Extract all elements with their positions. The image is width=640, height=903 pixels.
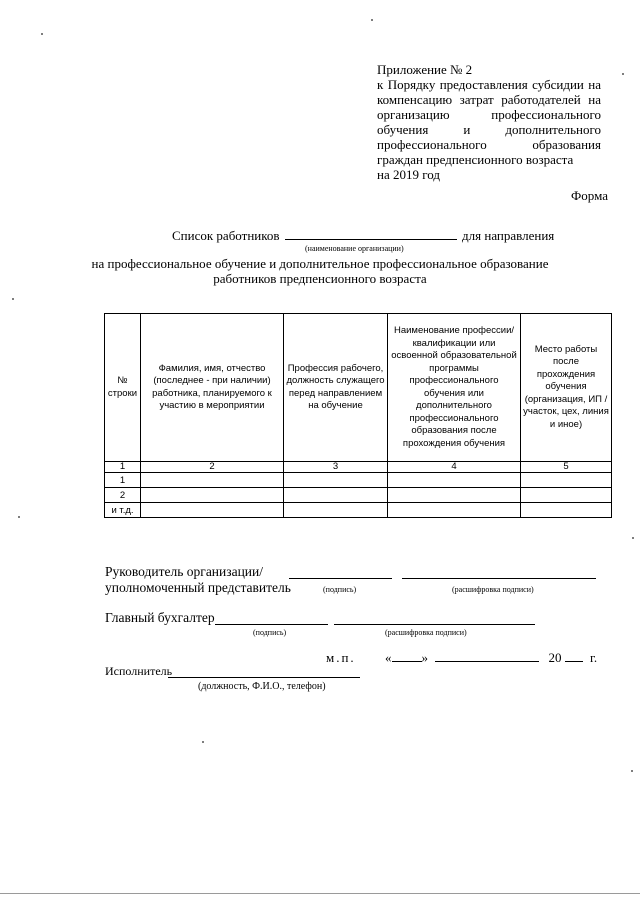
accountant-name-caption: (расшифровка подписи) — [385, 628, 467, 637]
appendix-title: Приложение № 2 — [377, 62, 473, 77]
accountant-signature-line[interactable] — [215, 624, 328, 625]
scan-bottom-edge — [0, 893, 640, 894]
scan-speck — [202, 741, 204, 743]
table-cell[interactable] — [388, 473, 521, 488]
header-profession-before: Профессия рабочего, должность служащего перед направлением на обучение — [284, 314, 388, 462]
table-cell[interactable] — [388, 488, 521, 503]
header-full-name: Фамилия, имя, отчество (последнее - при наличии) работника, планируемого к участию в мероприятии — [141, 314, 284, 462]
heading-line2: на профессиональное обучение и дополнительное профессиональное образование — [91, 256, 549, 271]
appendix-line: граждан предпенсионного возраста — [377, 152, 574, 167]
accountant-name-line[interactable] — [334, 624, 535, 625]
scan-speck — [41, 33, 43, 35]
table-header-row — [105, 314, 612, 462]
appendix-line: на 2019 год — [377, 167, 440, 182]
table-cell[interactable] — [141, 488, 284, 503]
table-row — [105, 503, 612, 518]
date-open-quote: « — [385, 650, 392, 665]
heading-suffix: для направления — [462, 228, 555, 243]
column-number: 1 — [105, 462, 141, 473]
date-month-blank[interactable] — [435, 651, 539, 662]
header-qualification-after: Наименование профессии/квалификации или освоенной образовательной программы профессионального обучения или дополнительного профессионального образования после прохождения обучения — [388, 314, 521, 462]
head-name-caption: (расшифровка подписи) — [452, 585, 534, 594]
executor-line[interactable] — [168, 677, 360, 678]
head-label-line1: Руководитель организации/ — [105, 564, 264, 579]
table-cell[interactable] — [141, 473, 284, 488]
heading-prefix: Список работников — [172, 228, 280, 243]
appendix-line: обучения и дополнительного — [377, 122, 601, 137]
scan-speck — [371, 19, 373, 21]
accountant-label: Главный бухгалтер — [105, 610, 215, 625]
appendix-line: организацию профессионального — [377, 107, 601, 122]
scan-speck — [632, 537, 634, 539]
table-cell[interactable] — [388, 503, 521, 518]
header-workplace-after: Место работы после прохождения обучения (организация, ИП / участок, цех, линия и иное) — [521, 314, 612, 462]
heading-line3: работников предпенсионного возраста — [213, 271, 427, 286]
heading-line1 — [172, 228, 554, 244]
column-number: 4 — [388, 462, 521, 473]
appendix-line: профессионального образования — [377, 137, 601, 152]
header-row-number: № строки — [105, 314, 141, 462]
head-label-line2: уполномоченный представитель — [105, 580, 291, 595]
table-cell[interactable] — [141, 503, 284, 518]
executor-caption: (должность, Ф.И.О., телефон) — [198, 681, 326, 692]
table-cell[interactable] — [521, 473, 612, 488]
scan-speck — [12, 298, 14, 300]
head-signature-line[interactable] — [289, 578, 392, 579]
row-number: 2 — [105, 488, 141, 503]
scan-speck — [18, 516, 20, 518]
table-row — [105, 473, 612, 488]
row-number: 1 — [105, 473, 141, 488]
executor-label: Исполнитель — [105, 664, 173, 678]
form-label: Форма — [571, 188, 608, 203]
row-number: и т.д. — [105, 503, 141, 518]
head-signature-caption: (подпись) — [323, 585, 357, 594]
table-cell[interactable] — [521, 488, 612, 503]
appendix-line: компенсацию затрат работодателей на — [377, 92, 601, 107]
stamp-place: м.п. — [326, 650, 356, 665]
scan-speck — [622, 73, 624, 75]
date-close-quote: » — [421, 650, 428, 665]
date-year-suffix: г. — [590, 650, 598, 665]
table-cell[interactable] — [284, 503, 388, 518]
date-field — [385, 650, 597, 666]
organization-name-caption: (наименование организации) — [305, 244, 404, 253]
table-cell[interactable] — [284, 473, 388, 488]
appendix-line: к Порядку предоставления субсидии на — [377, 77, 601, 92]
date-year-prefix: 20 — [548, 650, 562, 665]
date-day-blank[interactable] — [392, 651, 422, 662]
accountant-signature-caption: (подпись) — [253, 628, 287, 637]
head-name-line[interactable] — [402, 578, 596, 579]
table-row — [105, 488, 612, 503]
column-number: 2 — [141, 462, 284, 473]
organization-name-blank — [285, 229, 457, 240]
column-number: 5 — [521, 462, 612, 473]
column-numbers-row — [105, 462, 612, 473]
heading-lines — [60, 256, 580, 286]
table-cell[interactable] — [284, 488, 388, 503]
table-cell[interactable] — [521, 503, 612, 518]
date-year-blank[interactable] — [565, 651, 583, 662]
scan-speck — [631, 770, 633, 772]
appendix-block — [377, 62, 601, 182]
employees-table — [104, 313, 612, 518]
column-number: 3 — [284, 462, 388, 473]
